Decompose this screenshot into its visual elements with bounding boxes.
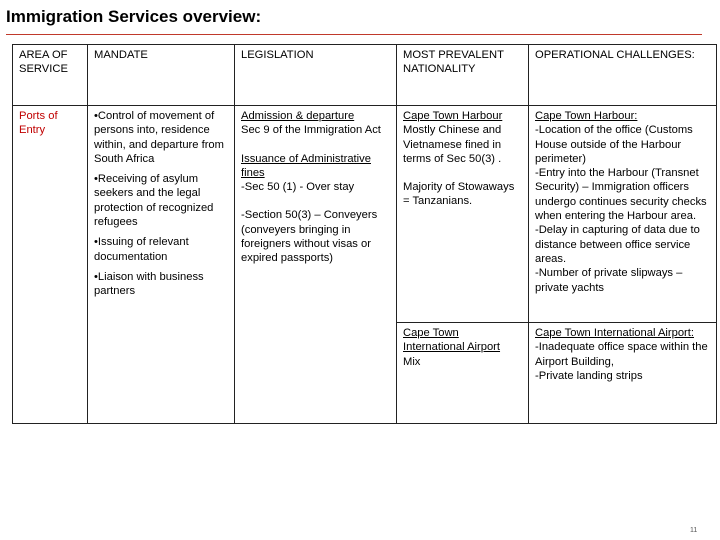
page-number: 11 <box>690 527 698 534</box>
header-row <box>13 45 717 106</box>
challenges-cell <box>529 323 717 424</box>
legislation-heading: Admission & departure <box>241 110 355 122</box>
table-row <box>13 106 717 323</box>
area-cell <box>13 106 88 424</box>
title-divider <box>6 34 702 35</box>
mandate-item: •Control of movement of persons into, residence within, and departure from South Africa <box>94 110 224 165</box>
mandate-item: •Receiving of asylum seekers and the legal protection of recognized refugees <box>94 173 214 229</box>
challenges-heading: Cape Town International Airport: <box>535 327 694 339</box>
challenge-item: -Number of private slipways – private yachts <box>535 267 683 294</box>
area-label: Ports of Entry <box>19 110 58 137</box>
legislation-text: -Sec 50 (1) - Over stay <box>241 181 355 194</box>
mandate-item: •Liaison with business partners <box>94 270 204 298</box>
nationality-cell <box>397 323 529 424</box>
nationality-text: Mostly Chinese and Vietnamese fined in terms of Sec 50(3) . <box>403 124 502 165</box>
header-challenges: OPERATIONAL CHALLENGES: <box>529 45 717 106</box>
challenges-cell <box>529 106 717 323</box>
header-nationality: MOST PREVALENT NATIONALITY <box>397 45 529 106</box>
challenge-item: -Delay in capturing of data due to distance between office service areas. <box>535 224 700 265</box>
challenge-item: -Location of the office (Customs House outside of the Harbour perimeter) <box>535 124 693 165</box>
nationality-text: Majority of Stowaways = Tanzanians. <box>403 181 515 208</box>
challenge-item: -Inadequate office space within the Airport Building, <box>535 341 708 368</box>
mandate-cell <box>88 106 235 424</box>
mandate-item: •Issuing of relevant documentation <box>94 236 189 263</box>
nationality-cell <box>397 106 529 323</box>
challenge-item: -Private landing strips <box>535 369 643 382</box>
legislation-text: Sec 9 of the Immigration Act <box>241 124 381 137</box>
page-title: Immigration Services overview: <box>6 7 262 26</box>
nationality-heading: Cape Town International Airport <box>403 327 501 354</box>
legislation-text: -Section 50(3) – Conveyers (conveyers bringing in foreigners without visas or expired passports) <box>241 209 378 265</box>
challenges-heading: Cape Town Harbour: <box>535 110 638 122</box>
legislation-heading: Issuance of Administrative fines <box>241 152 371 179</box>
header-legislation: LEGISLATION <box>235 45 397 106</box>
legislation-cell <box>235 106 397 424</box>
challenge-item: -Entry into the Harbour (Transnet Security) – Immigration officers undergo continues security checks when entering the Harbour area. <box>535 167 707 223</box>
header-mandate: MANDATE <box>88 45 235 106</box>
nationality-text: Mix <box>403 355 421 368</box>
nationality-heading: Cape Town Harbour <box>403 110 503 122</box>
overview-table <box>12 44 717 424</box>
header-area: AREA OF SERVICE <box>13 45 88 106</box>
